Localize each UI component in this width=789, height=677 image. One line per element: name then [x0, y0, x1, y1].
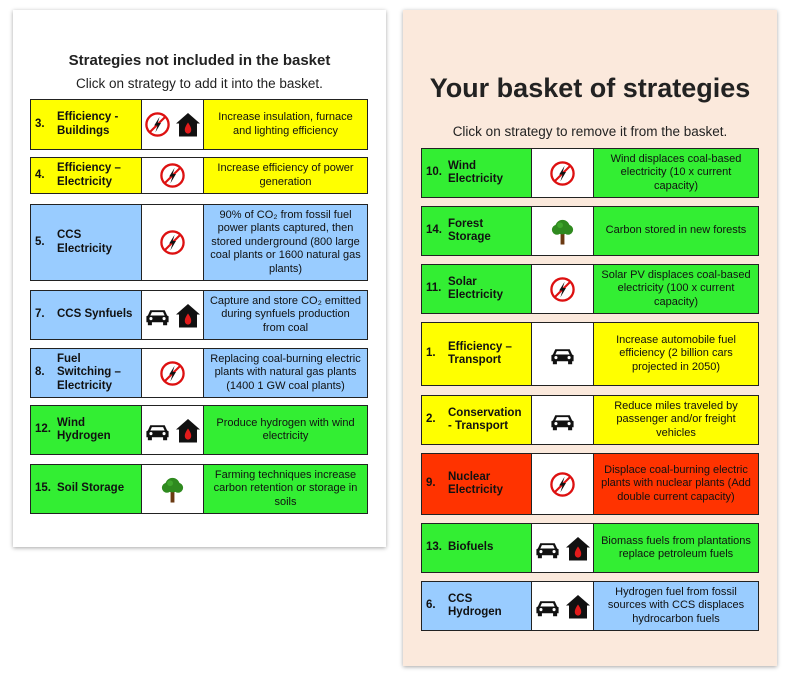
strategy-number: 9. [426, 477, 436, 490]
car-icon [534, 593, 561, 620]
strategy-name-cell [422, 323, 532, 385]
strategy-name: Fuel Switching – Electricity [57, 352, 121, 392]
strategy-number: 7. [35, 308, 45, 321]
strategy-row-efficiency-buildings[interactable] [30, 99, 368, 150]
strategy-name: CCS Electricity [57, 229, 112, 255]
strategy-description: Farming techniques increase carbon retention or storage in soils [204, 465, 367, 513]
strategy-name-cell [31, 158, 142, 193]
strategy-name: Wind Electricity [448, 159, 503, 185]
electricity-icon [144, 111, 171, 138]
car-icon [144, 417, 171, 444]
basket-panel [403, 10, 777, 666]
car-icon [549, 407, 576, 434]
strategy-name: CCS Synfuels [57, 308, 133, 321]
electricity-icon [159, 162, 186, 189]
strategy-row-wind-electricity[interactable] [421, 148, 759, 198]
strategy-number: 11. [426, 282, 442, 295]
basket-instructions: Click on strategy to remove it from the basket. [452, 124, 728, 139]
strategy-row-wind-hydrogen[interactable] [30, 405, 368, 455]
strategy-name-cell [31, 100, 142, 149]
strategy-number: 13. [426, 541, 442, 554]
strategy-number: 6. [426, 599, 436, 612]
strategy-number: 8. [35, 366, 45, 379]
strategy-icons [142, 158, 204, 193]
car-icon [534, 535, 561, 562]
strategy-name: Efficiency – Transport [448, 340, 512, 366]
strategy-row-solar-electricity[interactable] [421, 264, 759, 314]
strategy-icons [142, 291, 204, 339]
strategy-description: Capture and store CO₂ emitted during synfuels production from coal [204, 291, 367, 339]
strategy-name-cell [422, 524, 532, 572]
strategy-name-cell [31, 349, 142, 397]
strategy-name-cell [422, 454, 532, 514]
strategy-row-ccs-synfuels[interactable] [30, 290, 368, 340]
strategy-name-cell [422, 582, 532, 630]
strategy-description: Solar PV displaces coal-based electricity (100 x current capacity) [594, 265, 758, 313]
car-icon [144, 302, 171, 329]
strategy-number: 1. [426, 347, 436, 360]
strategy-number: 3. [35, 117, 45, 130]
strategy-description: 90% of CO₂ from fossil fuel power plants captured, then stored underground (800 large coal plants or 1600 natural gas plants) [204, 205, 367, 280]
building-icon [174, 417, 201, 444]
strategy-row-ccs-hydrogen[interactable] [421, 581, 759, 631]
basket-title: Your basket of strategies [429, 73, 751, 103]
strategy-icons [532, 207, 594, 255]
electricity-icon [159, 360, 186, 387]
electricity-icon [549, 471, 576, 498]
strategy-row-forest-storage[interactable] [421, 206, 759, 256]
strategy-row-biofuels[interactable] [421, 523, 759, 573]
strategy-name: Solar Electricity [448, 275, 503, 301]
strategy-description: Increase insulation, furnace and lighting efficiency [204, 100, 367, 149]
strategy-number: 12. [35, 423, 51, 436]
strategy-name-cell [31, 291, 142, 339]
strategy-name-cell [31, 465, 142, 513]
strategy-number: 5. [35, 235, 45, 248]
strategy-icons [532, 454, 594, 514]
strategy-icons [532, 323, 594, 385]
strategy-row-nuclear-electricity[interactable] [421, 453, 759, 515]
strategy-name: Forest Storage [448, 217, 491, 243]
strategy-name: Biofuels [448, 541, 494, 554]
strategy-name-cell [422, 149, 532, 197]
strategy-icons [532, 149, 594, 197]
strategy-description: Increase efficiency of power generation [204, 158, 367, 193]
strategy-description: Wind displaces coal-based electricity (10 x current capacity) [594, 149, 758, 197]
building-icon [564, 593, 591, 620]
strategy-icons [142, 349, 204, 397]
available-strategies-panel [13, 10, 386, 547]
strategy-row-efficiency-transport[interactable] [421, 322, 759, 386]
strategy-icons [532, 265, 594, 313]
strategy-name: Soil Storage [57, 482, 125, 495]
building-icon [174, 302, 201, 329]
strategy-description: Replacing coal-burning electric plants with natural gas plants (1400 1 GW coal plants) [204, 349, 367, 397]
strategy-description: Produce hydrogen with wind electricity [204, 406, 367, 454]
strategy-description: Displace coal-burning electric plants with nuclear plants (Add double current capacity) [594, 454, 758, 514]
strategy-icons [142, 100, 204, 149]
strategy-name: Efficiency - Buildings [57, 111, 119, 137]
electricity-icon [549, 276, 576, 303]
building-icon [174, 111, 201, 138]
tree-icon [549, 218, 576, 245]
strategy-description: Carbon stored in new forests [594, 207, 758, 255]
strategy-number: 10. [426, 166, 442, 179]
strategy-row-conservation-transport[interactable] [421, 395, 759, 445]
strategy-name-cell [422, 265, 532, 313]
strategy-icons [142, 465, 204, 513]
strategy-name: Efficiency – Electricity [57, 162, 121, 188]
tree-icon [159, 476, 186, 503]
strategy-description: Increase automobile fuel efficiency (2 billion cars projected in 2050) [594, 323, 758, 385]
car-icon [549, 341, 576, 368]
electricity-icon [159, 229, 186, 256]
strategy-name-cell [31, 406, 142, 454]
strategy-icons [532, 582, 594, 630]
strategy-description: Reduce miles traveled by passenger and/or freight vehicles [594, 396, 758, 444]
strategy-icons [142, 406, 204, 454]
strategy-icons [142, 205, 204, 280]
strategy-number: 4. [35, 168, 45, 181]
strategy-name-cell [31, 205, 142, 280]
strategy-icons [532, 524, 594, 572]
strategy-name-cell [422, 207, 532, 255]
building-icon [564, 535, 591, 562]
strategy-row-fuel-switching-electricity[interactable] [30, 348, 368, 398]
strategy-name-cell [422, 396, 532, 444]
strategy-description: Biomass fuels from plantations replace petroleum fuels [594, 524, 758, 572]
strategy-name: Conservation - Transport [448, 406, 522, 432]
strategy-name: CCS Hydrogen [448, 592, 502, 618]
electricity-icon [549, 160, 576, 187]
strategy-description: Hydrogen fuel from fossil sources with CCS displaces hydrocarbon fuels [594, 582, 758, 630]
strategy-number: 15. [35, 482, 51, 495]
strategy-name: Wind Hydrogen [57, 416, 111, 442]
strategy-number: 2. [426, 413, 436, 426]
strategy-number: 14. [426, 224, 442, 237]
strategy-icons [532, 396, 594, 444]
strategy-row-efficiency-electricity[interactable] [30, 157, 368, 194]
strategy-row-ccs-electricity[interactable] [30, 204, 368, 281]
strategy-row-soil-storage[interactable] [30, 464, 368, 514]
available-strategies-title: Strategies not included in the basket [68, 52, 331, 69]
strategy-name: Nuclear Electricity [448, 470, 503, 496]
available-strategies-instructions: Click on strategy to add it into the basket. [76, 76, 323, 91]
